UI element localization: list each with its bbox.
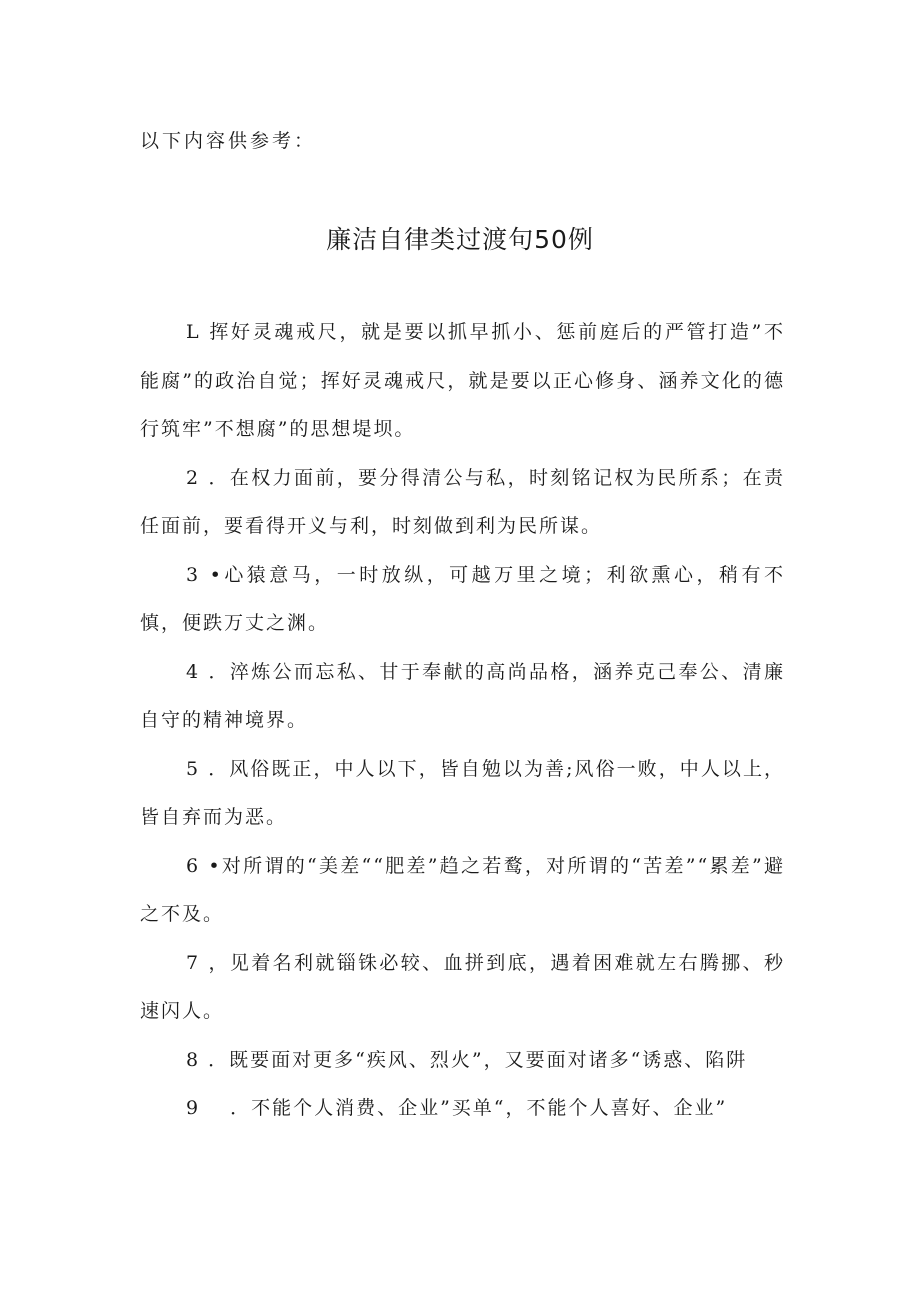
paragraph-number: 2 bbox=[186, 466, 201, 489]
paragraph-text: ，见着名利就锱铢必较、血拼到底，遇着困难就左右腾挪、秒速闪人。 bbox=[140, 951, 785, 1022]
paragraph-4 bbox=[140, 648, 785, 745]
document-body bbox=[140, 308, 785, 1133]
paragraph-number: 6 bbox=[186, 854, 201, 877]
paragraph-number: L bbox=[186, 321, 201, 343]
paragraph-2 bbox=[140, 454, 785, 551]
paragraph-8 bbox=[140, 1036, 785, 1085]
paragraph-6 bbox=[140, 842, 785, 939]
document-title: 廉洁自律类过渡句50例 bbox=[326, 225, 594, 254]
paragraph-number: 5 bbox=[186, 757, 201, 780]
paragraph-9 bbox=[140, 1084, 785, 1133]
intro-text: 以下内容供参考： bbox=[140, 130, 317, 152]
paragraph-text: ．风俗既正，中人以下，皆自勉以为善;风俗一败，中人以上，皆自弃而为恶。 bbox=[140, 757, 785, 828]
paragraph-text: 挥好灵魂戒尺，就是要以抓早抓小、惩前庭后的严管打造”不能腐”的政治自觉；挥好灵魂戒尺，就是要以正心修身、涵养文化的德行筑牢”不想腐”的思想堤坝。 bbox=[140, 321, 785, 440]
paragraph-text: ．不能个人消费、企业”买单“，不能个人喜好、企业” bbox=[230, 1097, 728, 1119]
paragraph-text: •对所谓的“美差““肥差”趋之若鹜，对所谓的“苦差”“累差”避之不及。 bbox=[140, 854, 786, 925]
paragraph-text: ．淬炼公而忘私、甘于奉献的高尚品格，涵养克己奉公、清廉自守的精神境界。 bbox=[140, 660, 785, 731]
paragraph-7 bbox=[140, 939, 785, 1036]
paragraph-number: 4 bbox=[186, 660, 201, 683]
paragraph-5 bbox=[140, 745, 785, 842]
paragraph-text: ．在权力面前，要分得清公与私，时刻铭记权为民所系；在责任面前，要看得开义与利，时刻做到利为民所谋。 bbox=[140, 466, 785, 537]
paragraph-3 bbox=[140, 551, 785, 648]
paragraph-number: 3 bbox=[186, 563, 201, 586]
paragraph-1 bbox=[140, 308, 785, 454]
paragraph-number: 8 bbox=[186, 1048, 201, 1071]
paragraph-text: ．既要面对更多“疾风、烈火”，又要面对诸多“诱惑、陷阱 bbox=[208, 1048, 748, 1071]
paragraph-number: 7 bbox=[186, 951, 201, 974]
paragraph-number: 9 bbox=[186, 1097, 201, 1119]
paragraph-text: •心猿意马，一时放纵，可越万里之境；利欲熏心，稍有不慎，便跌万丈之渊。 bbox=[140, 563, 785, 634]
